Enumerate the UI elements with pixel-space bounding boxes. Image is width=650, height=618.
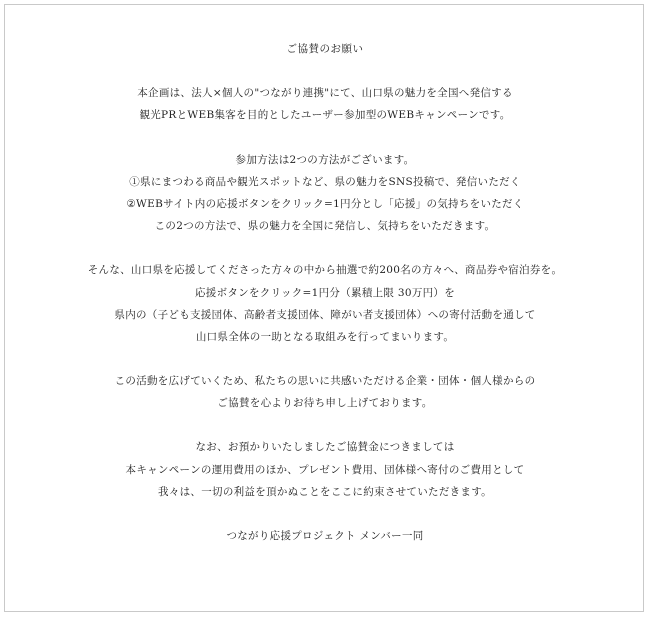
text-line: この活動を広げていくため、私たちの思いに共感いただける企業・団体・個人様からの — [114, 375, 536, 388]
document-title: ご協賛のお願い — [286, 43, 364, 55]
text-line: 山口県全体の一助となる取組みを行ってまいります。 — [195, 330, 455, 343]
text-line: そんな、山口県を応援してくださった方々の中から抽選で約200名の方々へ、商品券や宿泊券を。 — [87, 264, 563, 277]
text-line: 観光PRとWEB集客を目的としたユーザー参加型のWEBキャンペーンです。 — [139, 109, 511, 122]
paragraph-intro — [0, 82, 650, 126]
paragraph-sponsor-request — [0, 370, 650, 414]
text-line: 本企画は、法人×個人の"つながり連携"にて、山口県の魅力を全国へ発信する — [137, 87, 513, 100]
signature: つながり応援プロジェクト メンバー一同 — [226, 530, 424, 542]
text-line: 我々は、一切の利益を頂かぬことをここに約束させていただきます。 — [158, 485, 492, 498]
document-body — [0, 38, 650, 547]
text-line: ご協賛を心よりお待ち申し上げております。 — [217, 397, 433, 410]
text-line: この2つの方法で、県の魅力を全国に発信し、気持ちをいただきます。 — [154, 220, 496, 233]
text-line: ②WEBサイト内の応援ボタンをクリック=1円分とし「応援」の気持ちをいただく — [126, 197, 524, 210]
paragraph-prizes-donation — [0, 259, 650, 348]
text-line: なお、お預かりいたしましたご協賛金につきましては — [195, 441, 455, 454]
paragraph-fund-usage — [0, 436, 650, 503]
paragraph-participation-methods — [0, 149, 650, 238]
text-line: 参加方法は2つの方法がございます。 — [235, 153, 415, 166]
text-line: 応援ボタンをクリック=1円分（累積上限 30万円）を — [194, 286, 456, 299]
text-line: ①県にまつわる商品や観光スポットなど、県の魅力をSNS投稿で、発信いただく — [129, 175, 521, 188]
text-line: 県内の（子ども支援団体、高齢者支援団体、障がい者支援団体）への寄付活動を通して — [114, 308, 536, 321]
text-line: 本キャンペーンの運用費用のほか、プレゼント費用、団体様へ寄付のご費用として — [125, 463, 525, 476]
